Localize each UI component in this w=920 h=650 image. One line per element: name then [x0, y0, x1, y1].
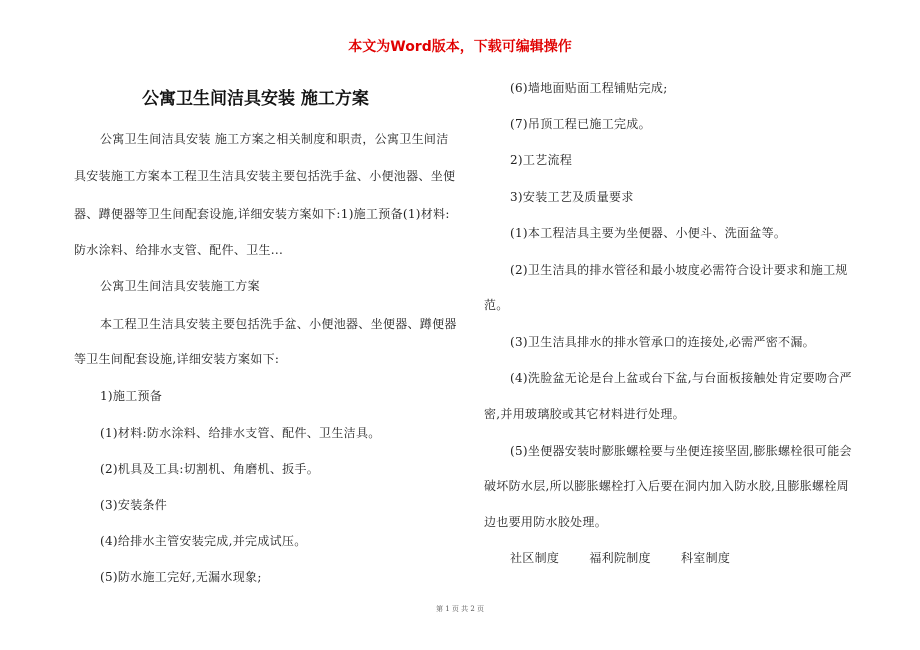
tag-link[interactable]: 社区制度 — [510, 551, 560, 565]
page-footer: 第 1 页 共 2 页 — [435, 605, 485, 613]
list-item: (5)坐便器安装时膨胀螺栓要与坐便连接坚固,膨胀螺栓很可能会 — [510, 444, 852, 458]
paragraph-line: 器、蹲便器等卫生间配套设施,详细安装方案如下:1)施工预备(1)材料: — [74, 207, 450, 221]
related-tags — [510, 549, 730, 566]
list-heading: 3)安装工艺及质量要求 — [510, 190, 634, 204]
paragraph-line: 具安装施工方案本工程卫生洁具安装主要包括洗手盆、小便池器、坐便 — [74, 169, 456, 183]
paragraph-line: 范。 — [484, 298, 509, 312]
paragraph-line: 本工程卫生洁具安装主要包括洗手盆、小便池器、坐便器、蹲便器 — [100, 317, 457, 331]
download-banner: 本文为Word版本，下载可编辑操作 — [348, 39, 572, 55]
list-item: (3)卫生洁具排水的排水管承口的连接处,必需严密不漏。 — [510, 335, 815, 349]
tag-link[interactable]: 福利院制度 — [589, 551, 651, 565]
section-heading: 公寓卫生间洁具安装施工方案 — [100, 279, 260, 293]
list-item: (1)本工程洁具主要为坐便器、小便斗、洗面盆等。 — [510, 226, 787, 240]
list-item: (1)材料:防水涂料、给排水支管、配件、卫生洁具。 — [100, 426, 381, 440]
tag-link[interactable]: 科室制度 — [680, 551, 731, 565]
list-heading: 1)施工预备 — [100, 389, 163, 403]
paragraph-line: 防水涂料、给排水支管、配件、卫生... — [74, 243, 284, 257]
paragraph-line: 边也要用防水胶处理。 — [484, 515, 608, 529]
list-item: (5)防水施工完好,无漏水现象; — [100, 570, 262, 584]
list-item: (3)安装条件 — [100, 498, 168, 512]
list-item: (2)卫生洁具的排水管径和最小坡度必需符合设计要求和施工规 — [510, 263, 848, 277]
paragraph-line: 密,并用玻璃胶或其它材料进行处理。 — [484, 407, 685, 421]
paragraph-line: 公寓卫生间洁具安装 施工方案之相关制度和职责，公寓卫生间洁 — [100, 132, 449, 146]
list-item: (4)洗脸盆无论是台上盆或台下盆,与台面板接触处肯定要吻合严 — [510, 371, 852, 385]
list-heading: 2)工艺流程 — [510, 153, 573, 167]
list-item: (4)给排水主管安装完成,并完成试压。 — [100, 534, 307, 548]
document-title: 公寓卫生间洁具安装 施工方案 — [142, 89, 369, 109]
paragraph-line: 破坏防水层,所以膨胀螺栓打入后要在洞内加入防水胶,且膨胀螺栓周 — [484, 479, 849, 493]
paragraph-line: 等卫生间配套设施,详细安装方案如下: — [74, 352, 280, 366]
list-item: (2)机具及工具:切割机、角磨机、扳手。 — [100, 462, 320, 476]
list-item: (7)吊顶工程已施工完成。 — [510, 117, 651, 131]
list-item: (6)墙地面贴面工程铺贴完成; — [510, 81, 668, 95]
